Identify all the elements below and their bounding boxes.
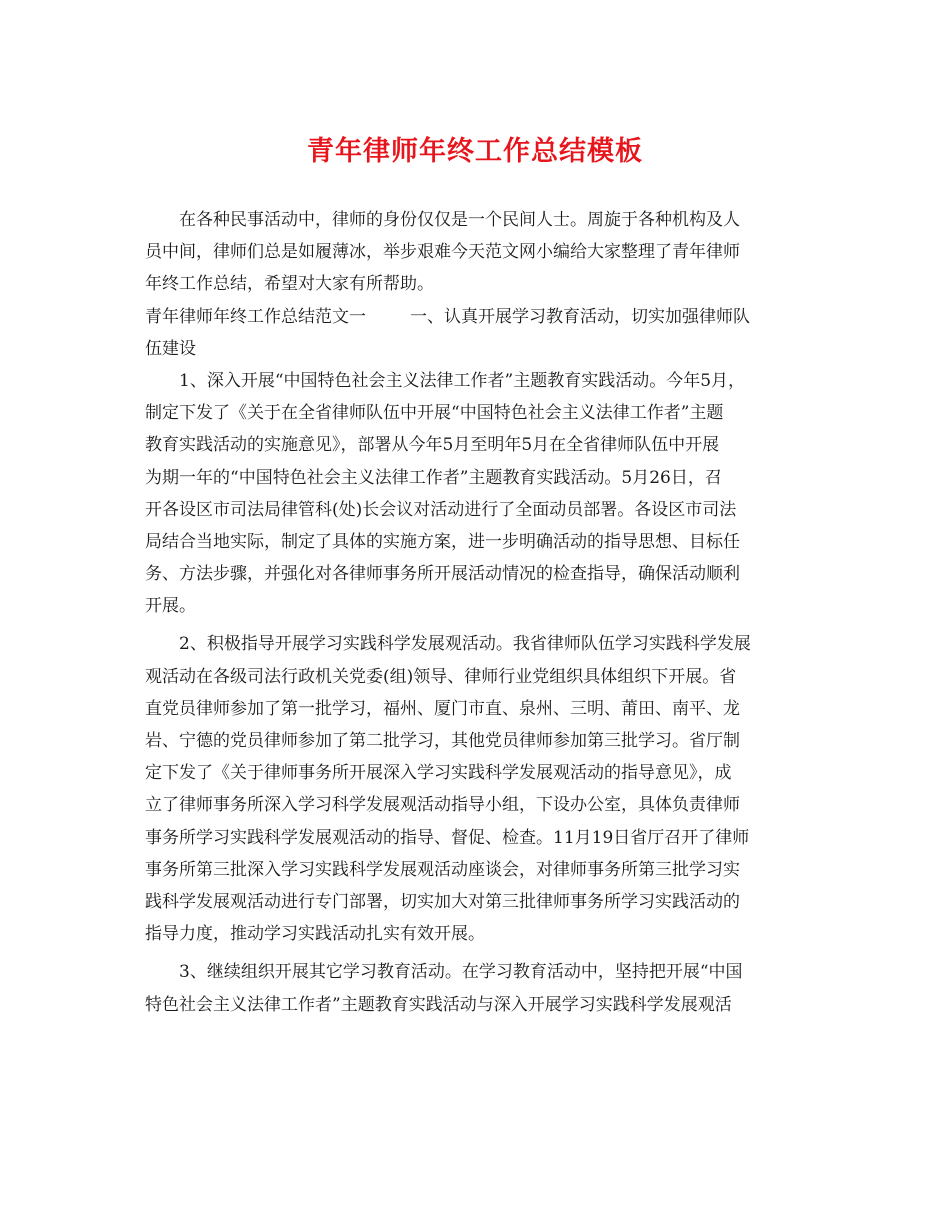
text-line: 定下发了《关于律师事务所开展深入学习实践科学发展观活动的指导意见》，成 [145,763,732,784]
text-line: 年终工作总结，希望对大家有所帮助。 [145,274,434,295]
text-line: 岩、宁德的党员律师参加了第二批学习，其他党员律师参加第三批学习。省厅制 [145,731,740,751]
section-heading [145,301,815,365]
text-line: 特色社会主义法律工作者”主题教育实践活动与深入开展学习实践科学发展观活 [145,994,732,1015]
text-line: 践科学发展观活动进行专门部署，切实加大对第三批律师事务所学习实践活动的 [145,891,740,912]
text-line: 事务所学习实践科学发展观活动的指导、督促、检查。11月19日省厅召开了律师 [145,827,750,848]
text-line: 员中间，律师们总是如履薄冰，举步艰难今天范文网小编给大家整理了青年律师 [145,242,740,263]
document-title: 青年律师年终工作总结模板 [307,136,643,167]
text-line: 2、积极指导开展学习实践科学发展观活动。我省律师队伍学习实践科学发展 [179,634,751,655]
text-line: 局结合当地实际，制定了具体的实施方案，进一步明确活动的指导思想、目标任 [145,531,740,552]
paragraph-2 [145,628,815,950]
text-line: 伍建设 [145,338,196,359]
text-line: 立了律师事务所深入学习科学发展观活动指导小组，下设办公室，具体负责律师 [145,795,740,816]
text-line: 开各设区市司法局律管科(处)长会议对活动进行了全面动员部署。各设区市司法 [145,499,737,520]
text-line: 在各种民事活动中，律师的身份仅仅是一个民间人士。周旋于各种机构及人 [179,210,740,230]
text-line: 开展。 [145,596,196,617]
paragraph-3 [145,956,815,1020]
text-line: 事务所第三批深入学习实践科学发展观活动座谈会，对律师事务所第三批学习实 [145,859,740,880]
section-heading-line [145,301,815,333]
text-line: 1、深入开展“中国特色社会主义法律工作者”主题教育实践活动。今年5月， [179,370,746,391]
paragraph-1 [145,365,815,623]
text-line: 务、方法步骤，并强化对各律师事务所开展活动情况的检查指导，确保活动顺利 [145,564,740,585]
text-line: 观活动在各级司法行政机关党委(组)领导、律师行业党组织具体组织下开展。省 [145,666,737,687]
section-heading-left: 青年律师年终工作总结范文一 [145,306,366,327]
intro-paragraph [145,204,815,301]
text-line: 教育实践活动的实施意见》，部署从今年5月至明年5月在全省律师队伍中开展 [145,435,720,456]
text-line: 制定下发了《关于在全省律师队伍中开展“中国特色社会主义法律工作者”主题 [145,403,724,424]
text-line: 指导力度，推动学习实践活动扎实有效开展。 [145,924,485,945]
text-line: 3、继续组织开展其它学习教育活动。在学习教育活动中，坚持把开展“中国 [179,962,743,983]
section-heading-right: 一、认真开展学习教育活动，切实加强律师队 [410,306,750,327]
document-body [145,204,815,1021]
text-line: 直党员律师参加了第一批学习，福州、厦门市直、泉州、三明、莆田、南平、龙 [145,698,740,719]
text-line: 为期一年的“中国特色社会主义法律工作者”主题教育实践活动。5月26日，召 [145,467,722,488]
